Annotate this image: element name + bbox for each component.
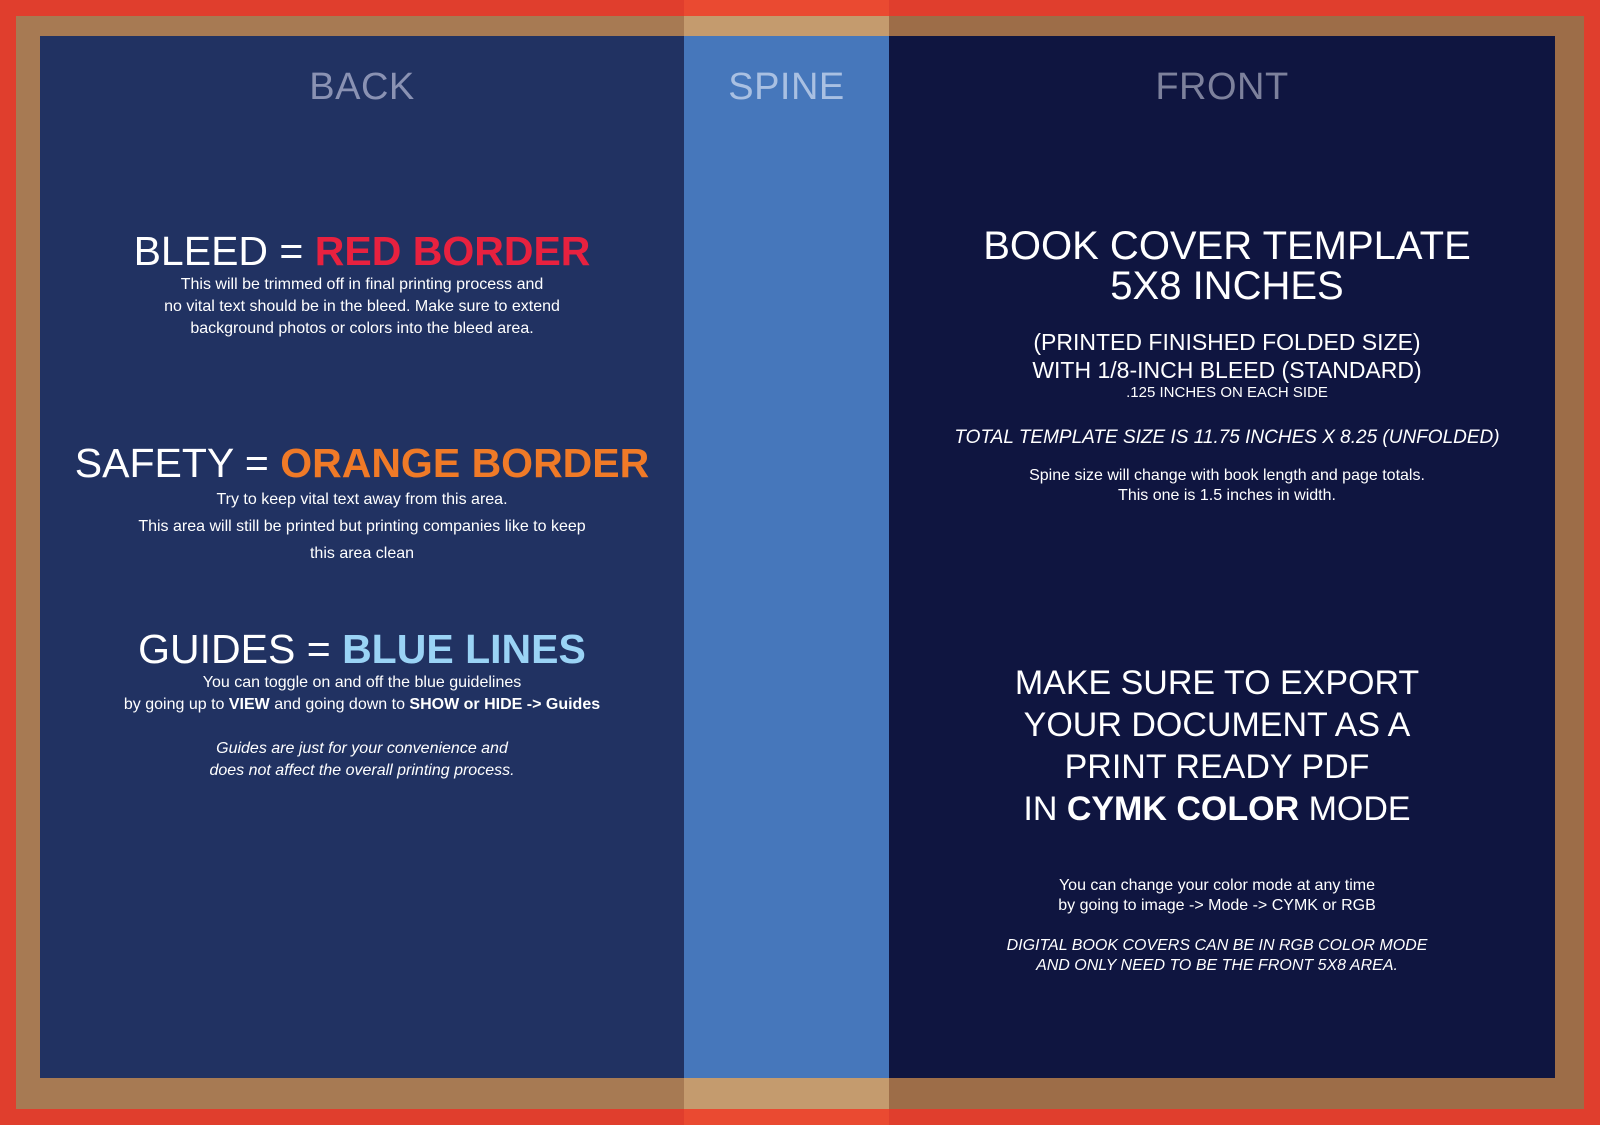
bleed-desc-2: no vital text should be in the bleed. Make sure to extend [164, 298, 560, 315]
export-line-3: PRINT READY PDF [1064, 748, 1370, 786]
digital-note-1: DIGITAL BOOK COVERS CAN BE IN RGB COLOR MODE [1006, 937, 1428, 954]
export-line-4-c: MODE [1299, 790, 1411, 828]
safety-heading-accent: ORANGE BORDER [280, 440, 650, 486]
safety-desc-1: Try to keep vital text away from this area. [216, 491, 508, 508]
front-sub-3: .125 INCHES ON EACH SIDE [1126, 384, 1328, 401]
bleed-desc-1: This will be trimmed off in final printing process and [180, 276, 544, 293]
front-spine-note-2: This one is 1.5 inches in width. [1118, 487, 1336, 504]
guides-section [40, 626, 684, 782]
bleed-heading-prefix: BLEED = [133, 228, 315, 274]
export-line-1: MAKE SURE TO EXPORT [1014, 664, 1420, 702]
bleed-heading-accent: RED BORDER [314, 228, 591, 274]
front-total-size: TOTAL TEMPLATE SIZE IS 11.75 INCHES X 8.25 (UNFOLDED) [954, 427, 1500, 448]
safety-desc-3: this area clean [309, 545, 415, 562]
export-line-4-a: IN [1023, 790, 1067, 828]
bleed-heading [40, 228, 684, 274]
back-panel [40, 36, 684, 1078]
export-line-4 [879, 788, 1555, 830]
safety-heading [40, 440, 684, 486]
front-title-1: BOOK COVER TEMPLATE [983, 224, 1471, 268]
guides-heading [40, 626, 684, 672]
safety-section [40, 440, 684, 567]
guides-show-hide-keyword: SHOW or HIDE -> Guides [409, 696, 601, 713]
guides-note-2: does not affect the overall printing process. [209, 762, 515, 779]
bleed-desc-3: background photos or colors into the bleed area. [190, 320, 534, 337]
guides-desc-2-a: by going up to [123, 696, 229, 713]
front-label: FRONT [1155, 66, 1289, 108]
front-title-section [899, 226, 1555, 506]
guides-desc-2-c: and going down to [269, 696, 410, 713]
color-mode-note-2: by going to image -> Mode -> CYMK or RGB [1058, 897, 1376, 914]
front-spine-note-1: Spine size will change with book length and page totals. [1029, 467, 1425, 484]
spine-label: SPINE [728, 66, 845, 108]
export-cymk-keyword: CYMK COLOR [1066, 790, 1300, 828]
guides-heading-accent: BLUE LINES [342, 626, 586, 672]
guides-note-1: Guides are just for your convenience and [216, 740, 508, 757]
export-section [879, 662, 1555, 976]
front-sub-2: WITH 1/8-INCH BLEED (STANDARD) [1032, 357, 1422, 383]
guides-view-keyword: VIEW [228, 696, 270, 713]
safety-heading-prefix: SAFETY = [74, 440, 281, 486]
guides-desc-2 [40, 694, 684, 716]
front-title-2: 5X8 INCHES [1110, 264, 1344, 308]
color-mode-note-1: You can change your color mode at any time [1058, 877, 1376, 894]
digital-note-2: AND ONLY NEED TO BE THE FRONT 5X8 AREA. [1036, 957, 1398, 974]
front-sub-1: (PRINTED FINISHED FOLDED SIZE) [1033, 329, 1421, 355]
safety-desc-2: This area will still be printed but printing companies like to keep [138, 518, 586, 535]
front-panel [889, 36, 1555, 1078]
bleed-section [40, 228, 684, 340]
guides-desc-1: You can toggle on and off the blue guidelines [202, 674, 522, 691]
guides-heading-prefix: GUIDES = [138, 626, 343, 672]
back-label: BACK [309, 66, 415, 108]
export-line-2: YOUR DOCUMENT AS A [1023, 706, 1411, 744]
spine-panel [684, 36, 889, 1078]
